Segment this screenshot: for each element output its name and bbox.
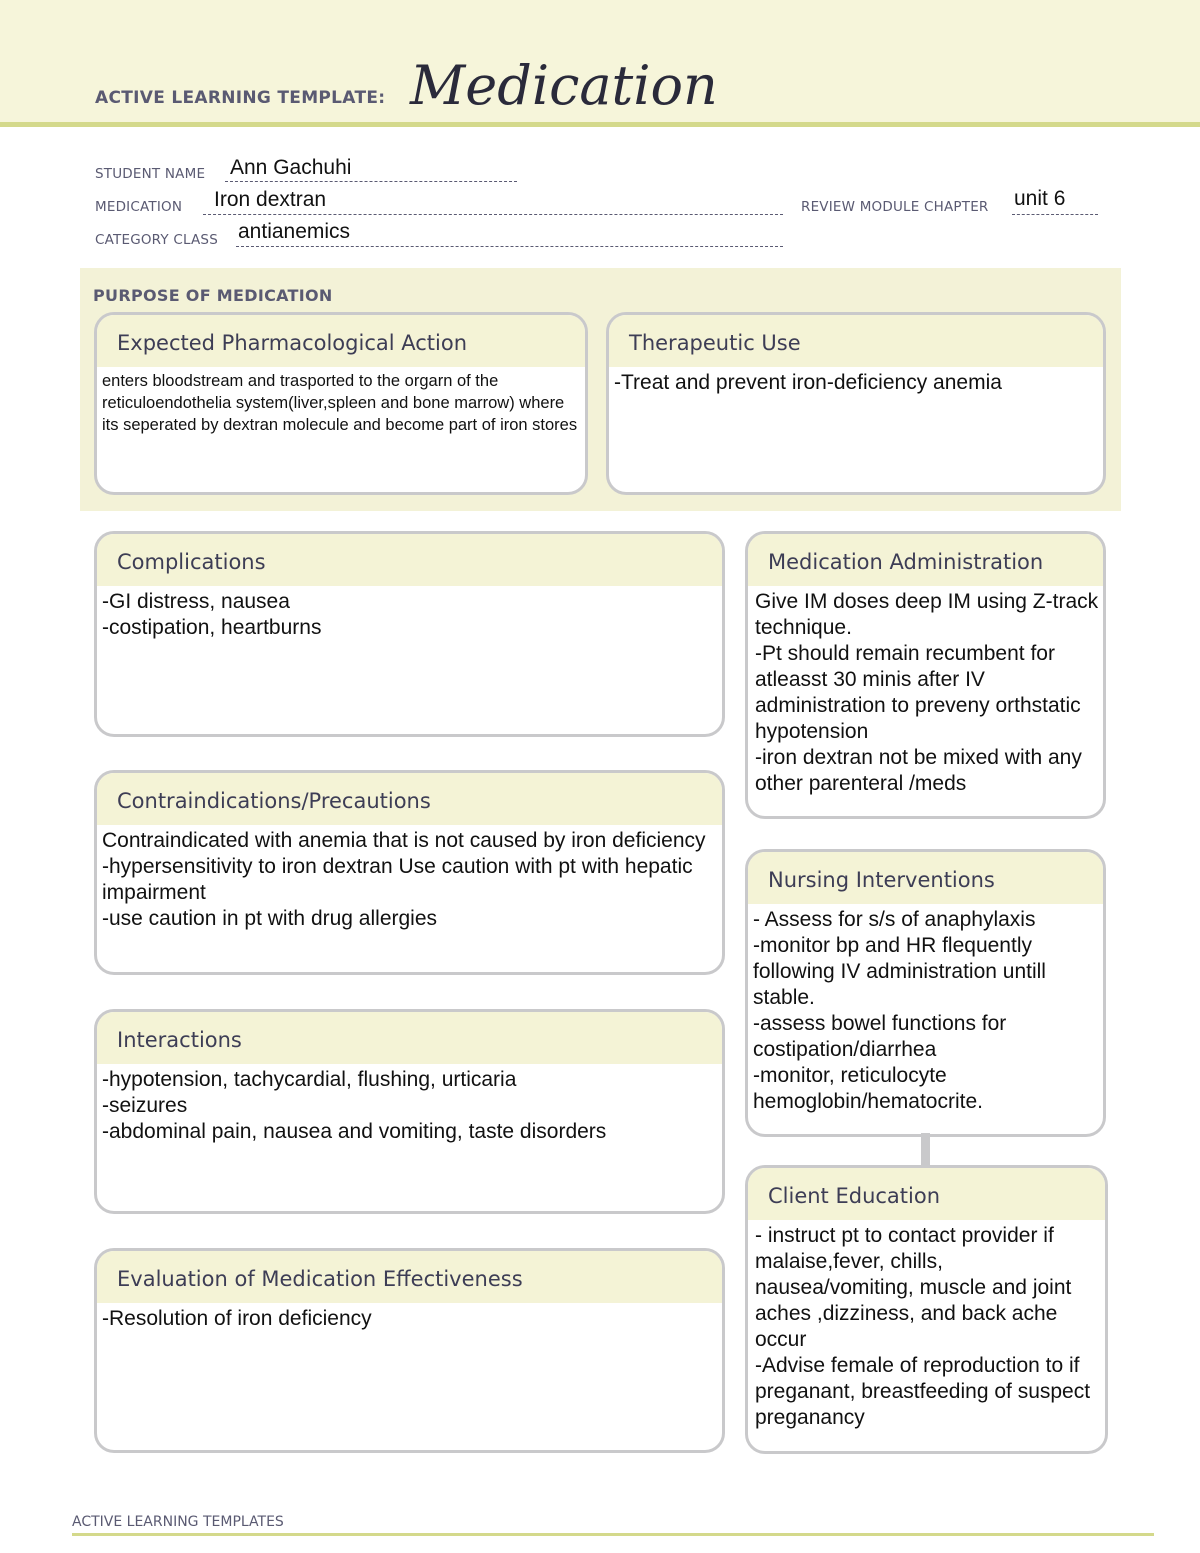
administration-title: Medication Administration — [748, 534, 1103, 586]
contraindications-text[interactable]: Contraindicated with anemia that is not caused by iron deficiency -hypersensitivity to iron dextran Use caution with pt with hepatic impairment -use caution in pt with drug allergies — [102, 829, 706, 930]
administration-text[interactable]: Give IM doses deep IM using Z-track technique. -Pt should remain recumbent for atleasst 30 minis after IV administration to preveny orthstatic hypotension -iron dextran not be mixed with any other parenteral /meds — [755, 590, 1099, 795]
student-name-line — [225, 181, 517, 182]
review-module-value[interactable]: unit 6 — [1014, 187, 1066, 210]
evaluation-title: Evaluation of Medication Effectiveness — [97, 1251, 722, 1303]
education-title: Client Education — [748, 1168, 1105, 1220]
therapeutic-use-card — [606, 312, 1106, 495]
evaluation-text[interactable]: -Resolution of iron deficiency — [102, 1307, 372, 1330]
footer-rule — [72, 1533, 1154, 1536]
nursing-card — [745, 849, 1106, 1137]
complications-text[interactable]: -GI distress, nausea -costipation, heartburns — [102, 590, 322, 639]
interactions-title: Interactions — [97, 1012, 722, 1064]
administration-card — [745, 531, 1106, 819]
footer-label: ACTIVE LEARNING TEMPLATES — [72, 1514, 284, 1530]
category-class-value[interactable]: antianemics — [238, 220, 351, 243]
contraindications-card — [94, 770, 725, 975]
therapeutic-use-title: Therapeutic Use — [609, 315, 1103, 367]
nursing-title: Nursing Interventions — [748, 852, 1103, 904]
complications-title: Complications — [97, 534, 722, 586]
review-module-label: REVIEW MODULE CHAPTER — [801, 199, 989, 215]
page-title: Medication — [410, 54, 718, 117]
template-label: ACTIVE LEARNING TEMPLATE: — [95, 88, 386, 108]
education-text[interactable]: - instruct pt to contact provider if malaise,fever, chills, nausea/vomiting, muscle and joint aches ,dizziness, and back ache occur -Advise female of reproduction to if preganant, breastfeeding of suspect preganancy — [755, 1224, 1091, 1429]
medication-line — [203, 214, 783, 215]
medication-value[interactable]: Iron dextran — [214, 188, 327, 211]
expected-action-title: Expected Pharmacological Action — [97, 315, 585, 367]
student-name-value[interactable]: Ann Gachuhi — [230, 156, 352, 179]
evaluation-card — [94, 1248, 725, 1453]
header-rule — [0, 122, 1200, 127]
complications-card — [94, 531, 725, 737]
purpose-label: PURPOSE OF MEDICATION — [93, 286, 333, 305]
interactions-card — [94, 1009, 725, 1214]
category-class-label: CATEGORY CLASS — [95, 232, 218, 248]
therapeutic-use-text[interactable]: -Treat and prevent iron-deficiency anemia — [614, 371, 1002, 394]
interactions-text[interactable]: -hypotension, tachycardial, flushing, urticaria -seizures -abdominal pain, nausea and vomiting, taste disorders — [102, 1068, 607, 1143]
nursing-text[interactable]: - Assess for s/s of anaphylaxis -monitor bp and HR flequently following IV administration untill stable. -assess bowel functions for costipation/diarrhea -monitor, reticulocyte hemoglobin/hematocrite. — [753, 908, 1046, 1113]
expected-action-card — [94, 312, 588, 495]
connector-line — [921, 1133, 930, 1167]
student-name-label: STUDENT NAME — [95, 166, 206, 182]
medication-label: MEDICATION — [95, 199, 183, 215]
contraindications-title: Contraindications/Precautions — [97, 773, 722, 825]
education-card — [745, 1165, 1108, 1454]
category-class-line — [236, 246, 783, 247]
review-module-line — [1012, 214, 1098, 215]
expected-action-text[interactable]: enters bloodstream and trasported to the orgarn of the reticuloendothelia system(liver,spleen and bone marrow) where its seperated by dextran molecule and become part of iron stores — [102, 372, 578, 434]
